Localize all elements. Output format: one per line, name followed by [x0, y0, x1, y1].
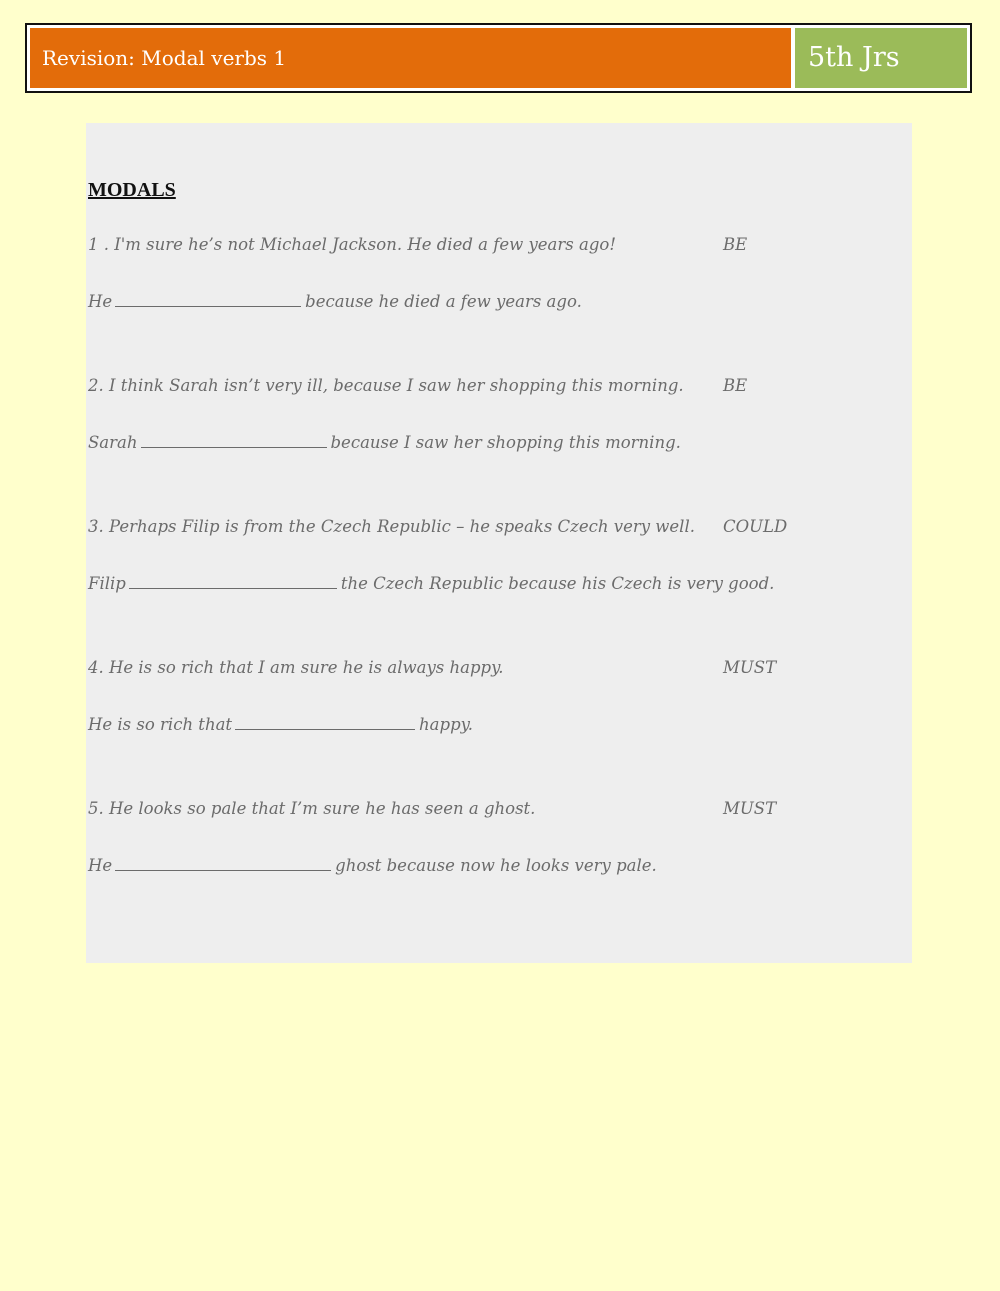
item-5-prompt: 5. He looks so pale that I’m sure he has seen a ghost.: [88, 799, 536, 818]
item-5-answer-end: ghost because now he looks very pale.: [335, 856, 657, 875]
item-4-answer-start: He is so rich that: [88, 715, 233, 734]
item-5-blank[interactable]: [115, 856, 331, 871]
item-5-answer-start: He: [88, 856, 113, 875]
item-3-blank[interactable]: [129, 574, 337, 589]
item-4-answer-end: happy.: [419, 715, 474, 734]
item-1-blank[interactable]: [115, 292, 301, 307]
item-4-answer-line: [88, 715, 473, 734]
item-4-blank[interactable]: [235, 715, 415, 730]
item-1-answer-line: [88, 292, 582, 311]
item-3-answer-line: [88, 574, 774, 593]
item-3-keyword: COULD: [723, 517, 788, 536]
item-2-answer-line: [88, 433, 681, 452]
item-3-answer-start: Filip: [88, 574, 126, 593]
item-1-prompt: 1 . I'm sure he’s not Michael Jackson. He died a few years ago!: [88, 235, 616, 254]
item-5-keyword: MUST: [723, 799, 777, 818]
item-1-answer-start: He: [88, 292, 113, 311]
item-1-answer-end: because he died a few years ago.: [305, 292, 582, 311]
section-heading: MODALS: [88, 179, 176, 201]
item-5-answer-line: [88, 856, 657, 875]
exercise-sheet: [86, 123, 912, 963]
item-2-prompt: 2. I think Sarah isn’t very ill, because I saw her shopping this morning.: [88, 376, 684, 395]
item-2-blank[interactable]: [141, 433, 327, 448]
worksheet-header: [25, 23, 972, 93]
item-3-answer-end: the Czech Republic because his Czech is very good.: [340, 574, 775, 593]
item-2-answer-end: because I saw her shopping this morning.: [330, 433, 681, 452]
worksheet-title: Revision: Modal verbs 1: [30, 28, 791, 88]
item-4-prompt: 4. He is so rich that I am sure he is always happy.: [88, 658, 504, 677]
item-4-keyword: MUST: [723, 658, 777, 677]
item-2-answer-start: Sarah: [88, 433, 138, 452]
item-2-keyword: BE: [723, 376, 748, 395]
grade-label: 5th Jrs: [795, 28, 967, 88]
item-3-prompt: 3. Perhaps Filip is from the Czech Republic – he speaks Czech very well.: [88, 517, 695, 536]
item-1-keyword: BE: [723, 235, 748, 254]
